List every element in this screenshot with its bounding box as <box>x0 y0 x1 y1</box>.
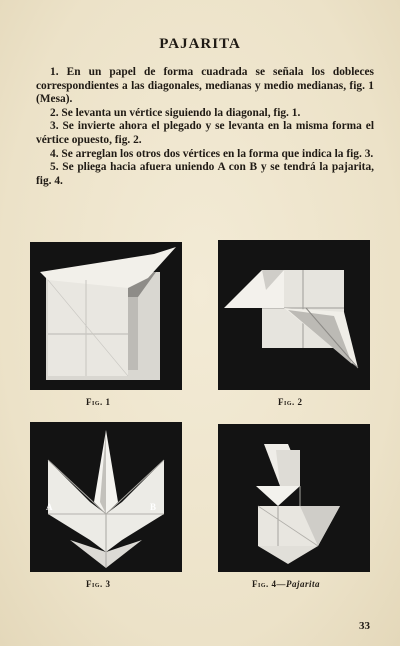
instruction-step-1: 1. En un papel de forma cuadrada se señala los dobleces correspondientes a las diagonales, medianas y medio medianas, fig. 1 (Mesa). <box>36 66 374 106</box>
figure-1-label: Fig. 1 <box>86 397 111 407</box>
figure-2-caption <box>278 397 303 407</box>
figure-4-label: Fig. 4 <box>252 579 277 589</box>
figure-3-photo <box>30 422 182 572</box>
fig4-pajarita <box>218 424 370 572</box>
instruction-step-5: 5. Se pliega hacia afuera uniendo A con B y se tendrá la pajarita, fig. 4. <box>36 161 374 187</box>
instructions <box>36 66 374 188</box>
figure-1-photo <box>30 242 182 390</box>
figure-4-name: —Pajarita <box>276 579 321 589</box>
mark-a-label: A <box>46 502 53 512</box>
figure-4-caption <box>252 579 320 589</box>
figure-4-photo <box>218 424 370 572</box>
figure-3-label: Fig. 3 <box>86 579 111 589</box>
figure-3-caption <box>86 579 111 589</box>
instruction-step-3: 3. Se invierte ahora el plegado y se levanta en la misma forma el vértice opuesto, fig. 2. <box>36 120 374 146</box>
figure-2-photo <box>218 240 370 390</box>
page-title: PAJARITA <box>159 36 241 52</box>
instruction-step-4: 4. Se arreglan los otros dos vértices en la forma que indica la fig. 3. <box>50 147 374 160</box>
page-number: 33 <box>359 620 370 632</box>
fig3-folded-paper <box>30 422 182 572</box>
mark-b-label: B <box>150 502 157 512</box>
figure-1-caption <box>86 397 111 407</box>
fig1-folded-paper <box>30 242 182 390</box>
fig2-folded-paper <box>218 240 370 390</box>
instruction-step-2: 2. Se levanta un vértice siguiendo la diagonal, fig. 1. <box>50 106 301 119</box>
figure-2-label: Fig. 2 <box>278 397 303 407</box>
